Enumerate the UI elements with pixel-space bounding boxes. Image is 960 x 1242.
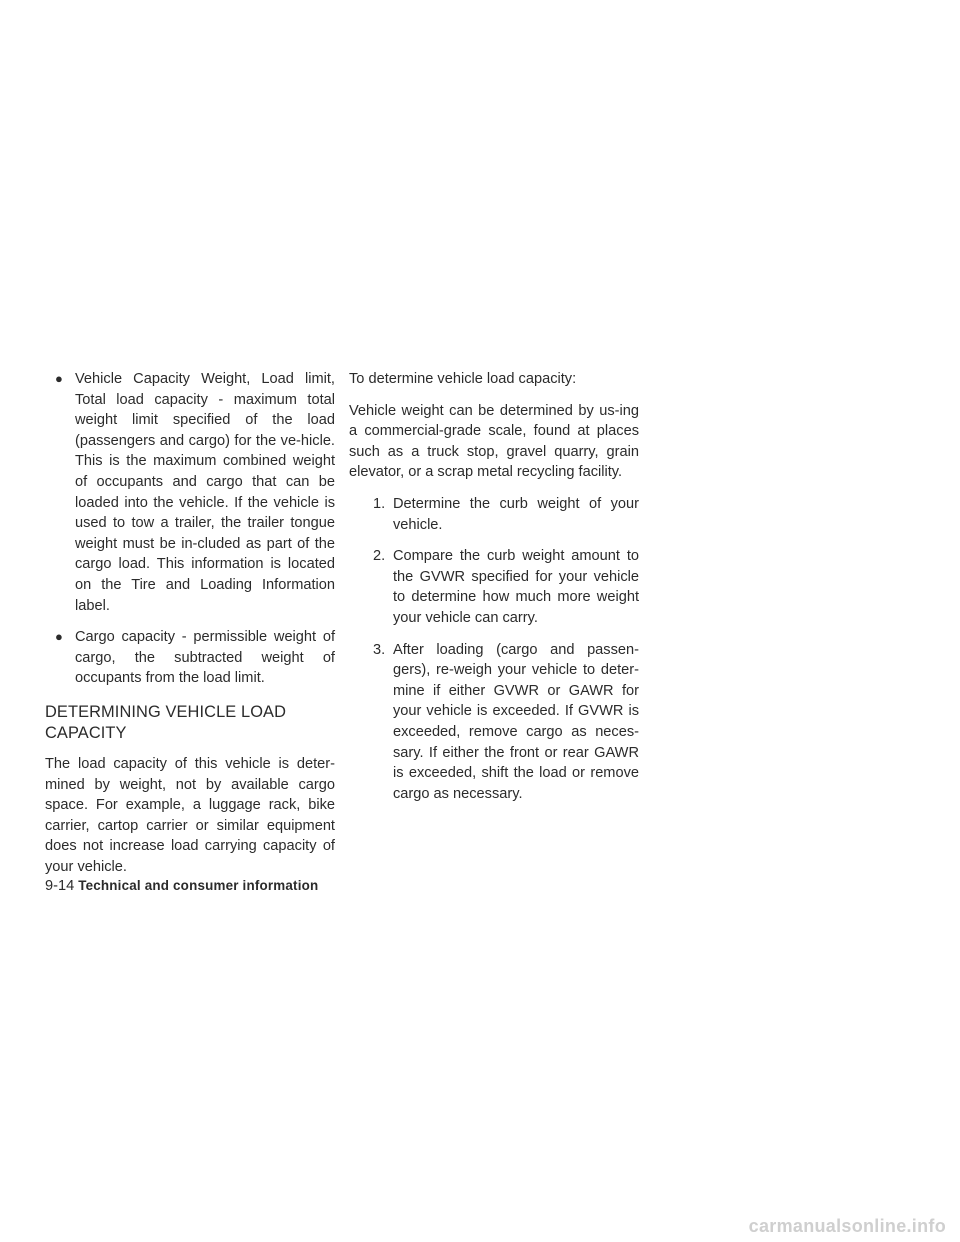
page-number: 9-14 <box>45 878 75 894</box>
section-heading: DETERMINING VEHICLE LOAD CAPACITY <box>45 702 287 742</box>
step-text: Determine the curb weight of your vehicle. <box>393 495 639 533</box>
step-text: After loading (cargo and passen-gers), re-weigh your vehicle to deter-mine if either GVWR or GAWR for your vehicle is exceeded. If GVWR is exceeded, remove cargo as neces-sary. If either the front or rear GAWR is exceeded, shift the load or remove cargo as necessary. <box>393 641 639 802</box>
page-footer <box>45 876 318 896</box>
step-item-2 <box>349 546 639 628</box>
bullet-text: Vehicle Capacity Weight, Load limit, Total load capacity - maximum total weight limit specified of the load (passengers and cargo) for the ve-hicle. This is the maximum combined weight of occupants and cargo that can be loaded into the vehicle. If the vehicle is used to tow a trailer, the trailer tongue weight must be in-cluded as part of the cargo load. This information is located on the Tire and Loading Information label. <box>75 371 335 614</box>
bullet-dot-icon: ● <box>55 371 63 386</box>
step-number: 2. <box>373 548 386 565</box>
bullet-item-cargo-capacity <box>45 627 335 689</box>
step-number: 3. <box>373 641 386 658</box>
left-column <box>45 369 335 888</box>
bullet-text: Cargo capacity - permissible weight of cargo, the subtracted weight of occupants from the load limit. <box>75 629 335 687</box>
bullet-item-vehicle-capacity-weight <box>45 369 335 616</box>
vehicle-weight-paragraph: Vehicle weight can be determined by us-ing a commercial-grade scale, found at places such as a truck stop, gravel quarry, grain elevator, or a scrap metal recycling facility. <box>349 402 639 481</box>
step-item-3 <box>349 640 639 805</box>
intro-text: To determine vehicle load capacity: <box>349 371 577 387</box>
step-item-1 <box>349 494 639 535</box>
step-number: 1. <box>373 495 386 512</box>
watermark: carmanualsonline.info <box>748 1216 946 1236</box>
right-column <box>349 369 639 815</box>
bullet-dot-icon: ● <box>55 629 63 645</box>
step-text: Compare the curb weight amount to the GVWR specified for your vehicle to determine how much more weight your vehicle can carry. <box>393 548 639 626</box>
load-capacity-paragraph: The load capacity of this vehicle is deter-mined by weight, not by available cargo space. For example, a luggage rack, bike carrier, cartop carrier or similar equipment does not increase load carrying capacity of your vehicle. <box>45 755 335 875</box>
section-title: Technical and consumer information <box>78 878 319 893</box>
